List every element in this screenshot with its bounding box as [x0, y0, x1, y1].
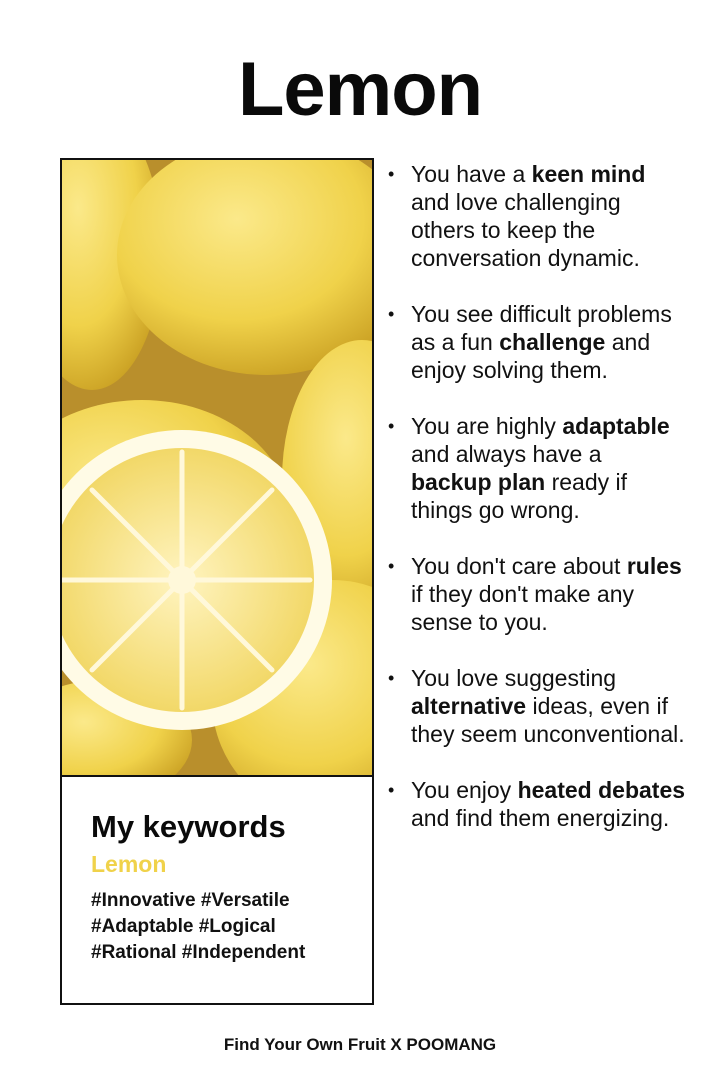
- trait-item: • You see difficult problems as a fun challenge and enjoy solving them.: [388, 301, 672, 383]
- keywords-fruit-name: Lemon: [91, 851, 167, 877]
- lemon-photo: [62, 160, 372, 777]
- lemon-illustration: [62, 160, 372, 775]
- trait-item: • You enjoy heated debates and find them energizing.: [388, 777, 686, 831]
- trait-item: • You don't care about rules if they don't make any sense to you.: [388, 553, 682, 635]
- keywords-heading: My keywords: [91, 809, 286, 844]
- keywords-box: [62, 777, 372, 1003]
- trait-item: • You are highly adaptable and always have a backup plan ready if things go wrong.: [388, 413, 670, 523]
- footer-credit: Find Your Own Fruit X POOMANG: [223, 1035, 497, 1054]
- result-card: [60, 158, 374, 1005]
- page-title: Lemon: [237, 47, 483, 132]
- keywords-tags: #Innovative #Versatile #Adaptable #Logical #Rational #Independent: [91, 890, 306, 963]
- trait-item: • You love suggesting alternative ideas, even if they seem unconventional.: [388, 665, 685, 747]
- trait-list: [386, 160, 686, 860]
- trait-item: • You have a keen mind and love challenging others to keep the conversation dynamic.: [388, 161, 646, 271]
